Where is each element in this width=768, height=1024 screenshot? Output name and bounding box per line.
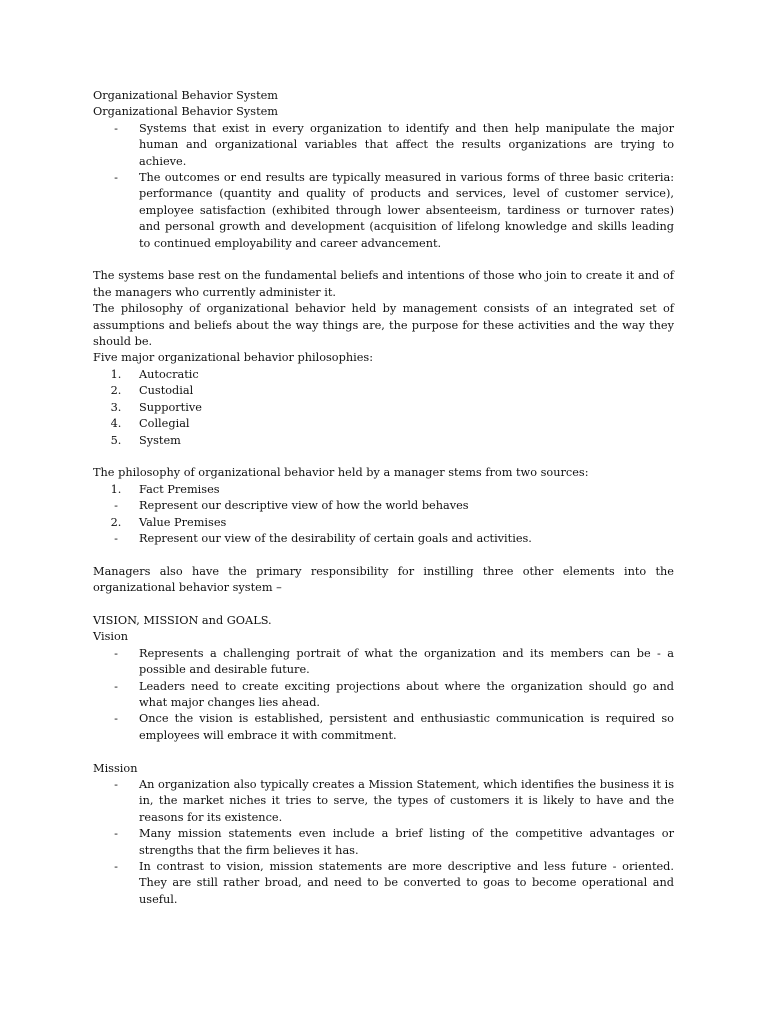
list-item-text: An organization also typically creates a Mission Statement, which identifies the business it is in, the market niches it tries to serve, the types of customers it is likely to have and the reasons for its existence. [139,777,674,824]
paragraph-philosophy: The philosophy of organizational behavior held by management consists of an integrated set of assumptions and beliefs about the way things are, the purpose for these activities and the way they should be. [93,302,674,349]
list-marker: 1. [110,482,122,496]
list-number: 1. [110,367,122,381]
spacer [93,547,674,563]
bullet-dash: - [114,777,118,791]
list-number: 4. [110,417,122,431]
list-item-text: In contrast to vision, mission statements are more descriptive and less future - oriented. They are still rather broad, and need to be converted to goas to become operational and useful. [139,860,674,906]
spacer [93,449,674,465]
list-item [93,679,674,712]
vision-heading: Vision [93,630,129,644]
sources-list [93,482,674,548]
list-item-text: Value Premises [139,515,227,529]
paragraph-managers: Managers also have the primary responsibility for instilling three other elements into the organizational behavior system – [93,564,674,595]
list-item-text: Represent our view of the desirability of certain goals and activities. [139,531,532,545]
list-item-text: Represents a challenging portrait of what the organization and its members can be - a possible and desirable future. [139,646,674,677]
list-number: 2. [110,384,122,398]
list-item [93,498,674,514]
bullet-dash: - [114,679,118,693]
spacer [93,597,674,613]
list-item [93,531,674,547]
vmg-heading: VISION, MISSION and GOALS. [93,613,272,627]
list-marker: 2. [110,515,122,529]
list-marker: - [114,499,118,513]
list-number: 3. [110,400,122,414]
list-marker: - [114,531,118,545]
list-item [93,777,674,826]
document-page [93,88,674,908]
list-item-text: Represent our descriptive view of how the world behaves [139,499,469,513]
list-item [93,482,674,498]
list-item-text: System [139,433,181,447]
list-item [93,711,674,744]
vision-bullet-list [93,646,674,744]
list-item [93,859,674,908]
intro-bullet-list [93,121,674,252]
list-item-text: Collegial [139,417,190,431]
bullet-dash: - [114,712,118,726]
list-item [93,515,674,531]
list-item [93,416,674,432]
list-item [93,121,674,170]
bullet-dash: - [114,860,118,874]
list-item-text: Once the vision is established, persistent and enthusiastic communication is required so employees will embrace it with commitment. [139,712,674,742]
document-title: Organizational Behavior System [93,89,279,102]
bullet-dash: - [114,121,118,135]
list-item-text: Many mission statements even include a brief listing of the competitive advantages or strengths that the firm believes it has. [139,827,674,857]
list-item-text: Systems that exist in every organization to identify and then help manipulate the major human and organizational variables that affect the results organizations are trying to achieve. [139,121,674,168]
spacer [93,744,674,760]
list-item-text: Custodial [139,384,194,398]
list-number: 5. [110,433,122,447]
list-item-text: The outcomes or end results are typically measured in various forms of three basic criteria: performance (quantity and quality of products and services, level of customer service), employee satisfaction (exhibited through lower absenteeism, tardiness or turnover rates) and personal growth and development (acquisition of lifelong knowledge and skills leading to continued employability and career advancement. [139,171,674,250]
list-item [93,383,674,399]
list-item-text: Leaders need to create exciting projections about where the organization should go and what major changes lies ahead. [139,679,674,709]
list-item [93,367,674,383]
paragraph-systems-base: The systems base rest on the fundamental beliefs and intentions of those who join to create it and of the managers who currently administer it. [93,269,674,299]
philosophies-list [93,367,674,449]
spacer [93,252,674,268]
bullet-dash: - [114,646,118,660]
list-item [93,826,674,859]
list-item [93,400,674,416]
list-item [93,433,674,449]
philosophies-heading: Five major organizational behavior philosophies: [93,351,374,365]
list-item [93,170,674,252]
section-title: Organizational Behavior System [93,105,279,119]
list-item-text: Autocratic [139,367,199,381]
list-item [93,646,674,679]
bullet-dash: - [114,171,118,185]
list-item-text: Supportive [139,400,202,414]
mission-heading: Mission [93,761,138,775]
bullet-dash: - [114,827,118,841]
list-item-text: Fact Premises [139,482,220,496]
sources-heading: The philosophy of organizational behavior held by a manager stems from two sources: [93,466,589,480]
mission-bullet-list [93,777,674,908]
